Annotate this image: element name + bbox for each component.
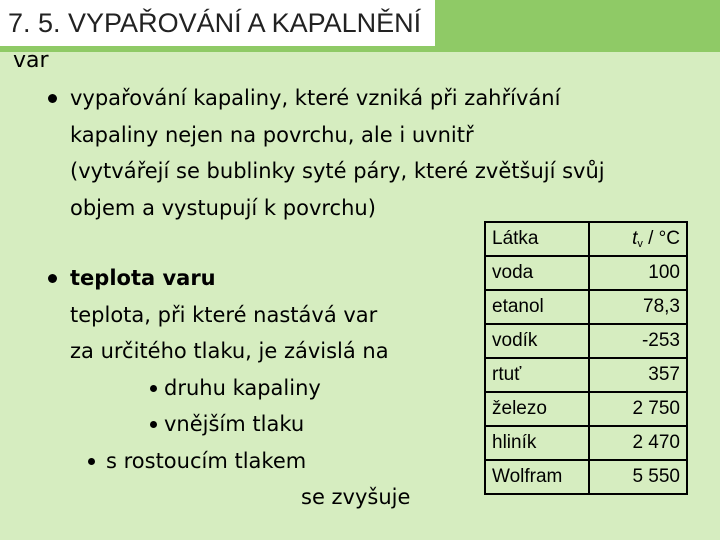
sub-item-text: s rostoucím tlakem: [106, 448, 307, 473]
sub-item: [44, 443, 464, 480]
value-cell: 5 550: [589, 460, 687, 494]
value-cell: 2 750: [589, 392, 687, 426]
temperature-unit: / °C: [642, 228, 680, 249]
bullet-dot-icon: [48, 274, 57, 283]
bullet-2: [44, 260, 464, 516]
substance-cell: vodík: [485, 324, 589, 358]
bullet-2-last-line: se zvyšuje: [301, 485, 411, 509]
value-cell: 2 470: [589, 426, 687, 460]
value-cell: 78,3: [589, 290, 687, 324]
bullet-2-title: [44, 260, 464, 297]
table-row: [485, 358, 687, 392]
temperature-subscript: v: [637, 238, 643, 250]
value-cell: 357: [589, 358, 687, 392]
value-cell: 100: [589, 256, 687, 290]
value-cell: -253: [589, 324, 687, 358]
table-header-row: [485, 222, 687, 256]
substance-cell: Wolfram: [485, 460, 589, 494]
column-header-temperature: [589, 222, 687, 256]
bullet-dot-icon: [48, 94, 57, 103]
temperature-symbol: t: [632, 228, 638, 249]
table-row: [485, 392, 687, 426]
sub-item: [44, 370, 464, 407]
substance-cell: voda: [485, 256, 589, 290]
column-header-substance: Látka: [485, 222, 589, 256]
bullet-1-text: kapaliny nejen na povrchu, ale i uvnitř: [70, 122, 474, 147]
table-row: [485, 460, 687, 494]
boiling-point-table: [484, 221, 688, 495]
substance-cell: etanol: [485, 290, 589, 324]
substance-cell: rtuť: [485, 358, 589, 392]
substance-cell: železo: [485, 392, 589, 426]
slide-title: 7. 5. VYPAŘOVÁNÍ A KAPALNĚNÍ: [0, 0, 435, 46]
bullet-dot-icon: [88, 458, 95, 465]
bullet-1: [44, 80, 704, 226]
table-row: [485, 324, 687, 358]
bullet-2-line: za určitého tlaku, je závislá na: [70, 339, 389, 363]
bullet-1-line: [44, 117, 704, 154]
section-heading: var: [13, 48, 49, 73]
substance-cell: hliník: [485, 426, 589, 460]
sub-item-text: vnějším tlaku: [164, 412, 305, 436]
bullet-2-title-text: teplota varu: [70, 266, 216, 290]
table-row: [485, 290, 687, 324]
bullet-1-line: [44, 80, 704, 117]
table-row: [485, 426, 687, 460]
bullet-dot-icon: [150, 385, 157, 392]
bullet-1-text: objem a vystupují k povrchu): [70, 195, 376, 220]
sub-item-text: druhu kapaliny: [164, 375, 321, 400]
bullet-1-text: (vytvářejí se bublinky syté páry, které zvětšují svůj: [70, 159, 605, 183]
bullet-1-line: [44, 153, 704, 190]
bullet-dot-icon: [150, 421, 157, 428]
table-row: [485, 256, 687, 290]
bullet-1-text: vypařování kapaliny, které vzniká při zahřívání: [70, 86, 561, 110]
bullet-2-line: teplota, při které nastává var: [70, 302, 378, 327]
sub-item: [44, 406, 464, 443]
